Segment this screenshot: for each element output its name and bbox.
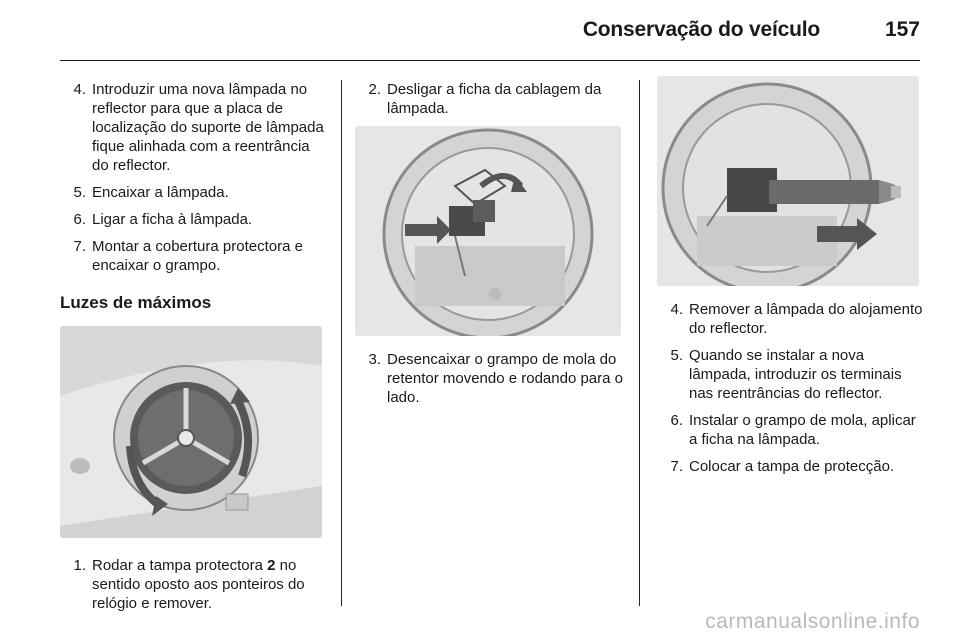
list-item: 7. Montar a cobertura protectora e encaixar o grampo. [73,238,303,274]
column-3 [657,76,927,484]
column-divider-1 [341,80,342,606]
connector-figure [355,126,621,336]
page-number: 157 [884,18,920,41]
steps-list-top [355,80,625,118]
list-item: 4. Remover a lâmpada do alojamento do reflector. [670,301,923,337]
list-item: 6. Ligar a ficha à lâmpada. [73,211,253,228]
list-item: 2. Desligar a ficha da cablagem da lâmpada. [368,81,602,117]
list-item: 4. Introduzir uma nova lâmpada no reflector para que a placa de localização do suporte de lâmpada fique alinhada com a reentrância do reflector. [73,81,324,174]
steps-list-top [60,80,330,275]
page-title: Conservação do veículo [582,18,820,41]
list-item: 3. Desencaixar o grampo de mola do retentor movendo e rodando para o lado. [368,351,623,406]
column-1 [60,80,330,621]
list-item: 5. Encaixar a lâmpada. [73,184,229,201]
watermark: carmanualsonline.info [705,610,920,633]
steps-list-bottom [355,350,625,407]
list-item: 6. Instalar o grampo de mola, aplicar a ficha na lâmpada. [670,412,916,448]
list-item: 5. Quando se instalar a nova lâmpada, introduzir os terminais nas reentrâncias do reflector. [670,347,902,402]
bulb-removal-figure [657,76,919,286]
header-divider [60,60,920,61]
steps-list [657,300,927,476]
headlamp-cover-figure [60,326,322,538]
list-item: 1. Rodar a tampa protectora 2 no sentido oposto aos ponteiros do relógio e remover. [73,557,305,612]
steps-list-bottom [60,556,330,613]
column-divider-2 [639,80,640,606]
column-2 [355,80,625,415]
section-heading: Luzes de máximos [60,293,212,312]
list-item: 7. Colocar a tampa de protecção. [670,458,895,475]
